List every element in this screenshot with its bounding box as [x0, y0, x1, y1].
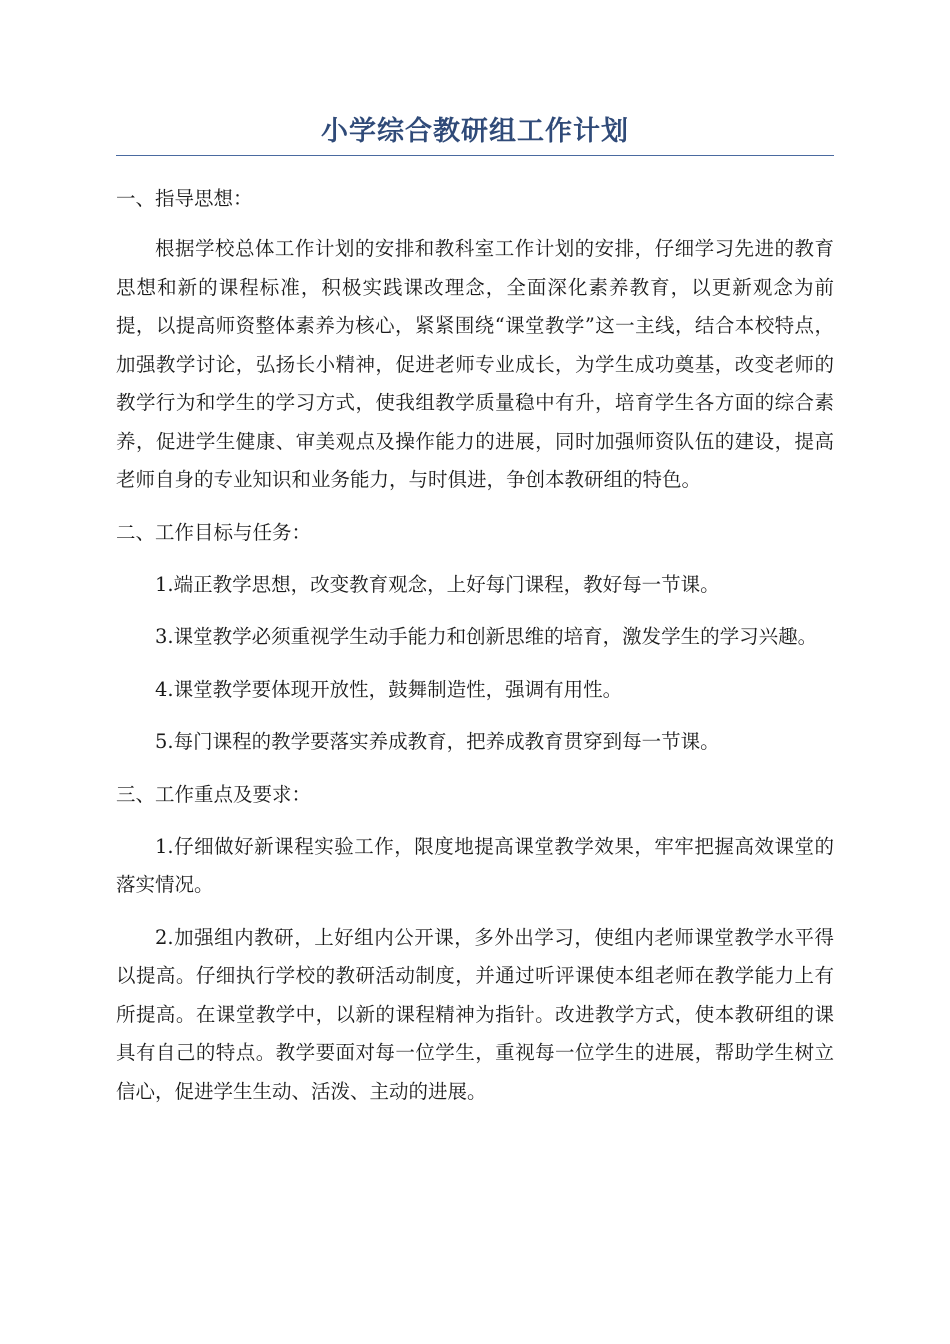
title-underline — [116, 155, 834, 156]
section-paragraph: 根据学校总体工作计划的安排和教科室工作计划的安排，仔细学习先进的教育思想和新的课程标准，积极实践课改理念，全面深化素养教育，以更新观念为前提，以提高师资整体素养为核心，紧紧围绕“课堂教学”这一主线，结合本校特点，加强教学讨论，弘扬长小精神，促进老师专业成长，为学生成功奠基，改变老师的教学行为和学生的学习方式，使我组教学质量稳中有升，培育学生各方面的综合素养，促进学生健康、审美观点及操作能力的进展，同时加强师资队伍的建设，提高老师自身的专业知识和业务能力，与时俱进，争创本教研组的特色。 — [116, 237, 834, 491]
section-heading-guiding-ideology: 一、指导思想： — [116, 187, 253, 210]
section-heading-key-points: 三、工作重点及要求： — [116, 782, 312, 806]
list-item: 1.仔细做好新课程实验工作，限度地提高课堂教学效果，牢牢把握高效课堂的落实情况。 — [116, 834, 834, 896]
list-item: 1.端正教学思想，改变教育观念，上好每门课程，教好每一节课。 — [155, 572, 720, 596]
list-item: 4.课堂教学要体现开放性，鼓舞制造性，强调有用性。 — [155, 677, 623, 701]
list-item: 2.加强组内教研，上好组内公开课，多外出学习，使组内老师课堂教学水平得以提高。仔细执行学校的教研活动制度，并通过听评课使本组老师在教学能力上有所提高。在课堂教学中，以新的课程精神为指针。改进教学方式，使本教研组的课具有自己的特点。教学要面对每一位学生，重视每一位学生的进展，帮助学生树立信心，促进学生生动、活泼、主动的进展。 — [116, 925, 834, 1103]
page-title: 小学综合教研组工作计划 — [321, 116, 629, 147]
document-page — [116, 112, 834, 1111]
list-item: 3.课堂教学必须重视学生动手能力和创新思维的培育，激发学生的学习兴趣。 — [155, 625, 818, 648]
list-item: 5.每门课程的教学要落实养成教育，把养成教育贯穿到每一节课。 — [155, 730, 720, 753]
section-heading-goals-tasks: 二、工作目标与任务： — [116, 520, 312, 544]
